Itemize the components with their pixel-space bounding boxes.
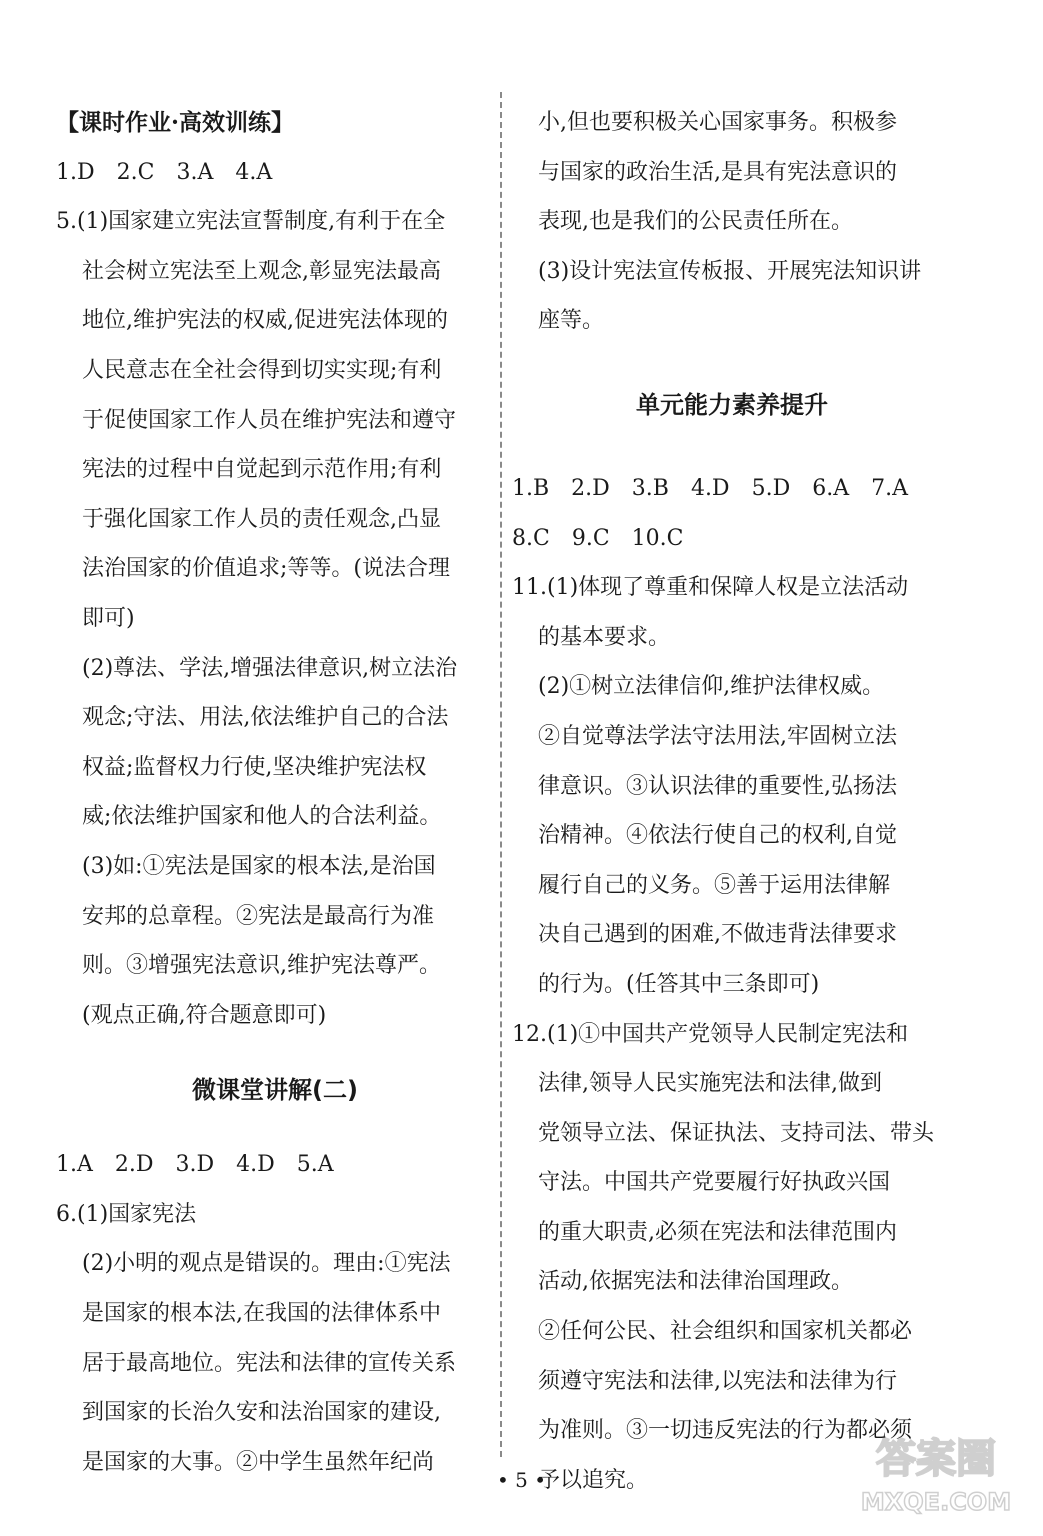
column-divider: [500, 92, 502, 1457]
answer-line: 居于最高地位。宪法和法律的宣传关系: [82, 1350, 457, 1376]
answer-line: 宪法的过程中自觉起到示范作用;有利: [82, 457, 442, 483]
answer-line: 法律,领导人民实施宪法和法律,做到: [538, 1071, 882, 1097]
answer-line: (2)尊法、学法,增强法律意识,树立法治: [82, 655, 458, 681]
answer-line: 是国家的根本法,在我国的法律体系中: [82, 1301, 441, 1327]
section-title: 单元能力素养提升: [636, 390, 828, 419]
watermark-site: MXQE.COM: [860, 1488, 1012, 1516]
section-title: 微课堂讲解(二): [192, 1076, 358, 1105]
answer-line: 座等。: [538, 308, 605, 334]
answer-line: ②任何公民、社会组织和国家机关都必: [538, 1319, 913, 1345]
answer-line: 须遵守宪法和法律,以宪法和法律为行: [538, 1368, 897, 1394]
answer-line: 12.(1)①中国共产党领导人民制定宪法和: [512, 1021, 909, 1047]
section-heading: 【课时作业·高效训练】: [56, 109, 295, 136]
answer-line: 5.(1)国家建立宪法宣誓制度,有利于在全: [56, 209, 446, 235]
answer-line: 于促使国家工作人员在维护宪法和遵守: [82, 407, 457, 433]
answer-line: 观念;守法、用法,依法维护自己的合法: [82, 705, 449, 731]
answer-line: 8.C 9.C 10.C: [512, 525, 684, 551]
answer-line: 到国家的长治久安和法治国家的建设,: [82, 1400, 441, 1426]
answer-line: 11.(1)体现了尊重和保障人权是立法活动: [512, 575, 909, 601]
right-column: [512, 98, 952, 1505]
answer-line: 的基本要求。: [538, 624, 671, 650]
answer-line: 予以追究。: [538, 1467, 649, 1493]
answer-line: (3)设计宪法宣传板报、开展宪法知识讲: [538, 258, 922, 284]
answer-line: 决自己遇到的困难,不做违背法律要求: [538, 922, 897, 948]
answer-line: 履行自己的义务。⑤善于运用法律解: [538, 872, 891, 898]
watermark-text: 答案圈: [876, 1436, 996, 1482]
answer-line: 安邦的总章程。②宪法是最高行为准: [82, 903, 435, 929]
answer-line: 是国家的大事。②中学生虽然年纪尚: [82, 1449, 435, 1475]
answer-line: 威;依法维护国家和他人的合法利益。: [82, 804, 442, 830]
answer-line: 即可): [82, 605, 135, 631]
answer-line: 法治国家的价值追求;等等。(说法合理: [82, 556, 450, 582]
answer-line: 1.B 2.D 3.B 4.D 5.D 6.A 7.A: [512, 475, 908, 501]
answer-line: 6.(1)国家宪法: [56, 1201, 197, 1227]
answer-line: 与国家的政治生活,是具有宪法意识的: [538, 159, 897, 185]
answer-line: 治精神。④依法行使自己的权利,自觉: [538, 823, 897, 849]
answer-line: (观点正确,符合题意即可): [82, 1002, 327, 1028]
answer-line: 人民意志在全社会得到切实实现;有利: [82, 357, 442, 383]
answer-line: 为准则。③一切违反宪法的行为都必须: [538, 1418, 913, 1444]
answer-line: 地位,维护宪法的权威,促进宪法体现的: [82, 308, 448, 334]
answer-line: 1.D 2.C 3.A 4.A: [56, 159, 273, 185]
answer-line: (2)小明的观点是错误的。理由:①宪法: [82, 1251, 451, 1277]
answer-line: (2)①树立法律信仰,维护法律权威。: [538, 674, 885, 700]
answer-line: 的重大职责,必须在宪法和法律范围内: [538, 1219, 897, 1245]
left-column: [56, 98, 494, 1487]
page-number: • 5 •: [496, 1468, 547, 1492]
answer-line: 党领导立法、保证执法、支持司法、带头: [538, 1120, 935, 1146]
answer-line: 于强化国家工作人员的责任观念,凸显: [82, 506, 441, 532]
answer-line: (3)如:①宪法是国家的根本法,是治国: [82, 853, 436, 879]
answer-line: 律意识。③认识法律的重要性,弘扬法: [538, 773, 897, 799]
answer-line: 的行为。(任答其中三条即可): [538, 971, 820, 997]
answer-line: 则。③增强宪法意识,维护宪法尊严。: [82, 953, 441, 979]
watermark-logo: [841, 1428, 1031, 1518]
answer-line: 活动,依据宪法和法律治国理政。: [538, 1269, 853, 1295]
answer-line: 小,但也要积极关心国家事务。积极参: [538, 110, 897, 135]
answer-line: 守法。中国共产党要履行好执政兴国: [538, 1170, 891, 1196]
answer-line: ②自觉尊法学法守法用法,牢固树立法: [538, 723, 897, 749]
answer-line: 表现,也是我们的公民责任所在。: [538, 209, 853, 235]
answer-line: 1.A 2.D 3.D 4.D 5.A: [56, 1152, 334, 1178]
answer-line: 权益;监督权力行使,坚决维护宪法权: [82, 754, 427, 780]
answer-line: 社会树立宪法至上观念,彰显宪法最高: [82, 258, 441, 284]
